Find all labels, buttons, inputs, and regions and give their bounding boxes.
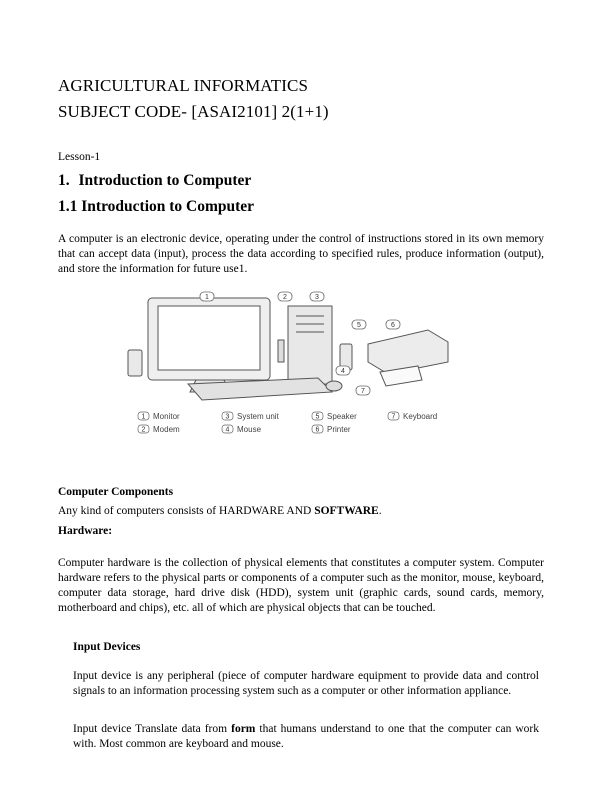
svg-text:3: 3 — [315, 294, 319, 301]
svg-text:2: 2 — [283, 294, 287, 301]
section-heading-1-1: 1.1 Introduction to Computer — [58, 198, 255, 215]
hardware-paragraph: Computer hardware is the collection of physical elements that constitutes a computer system. Computer hardware refers to the physical parts or components of a computer such as the monitor, mouse, keyboard, computer data storage, hard drive disk (HDD), system unit (graphic cards, sound cards, memory, motherboard and chips), etc. all of which are physical objects that can be touched. — [58, 557, 544, 614]
components-line: Any kind of computers consists of HARDWARE AND SOFTWARE. — [58, 505, 382, 517]
svg-text:7: 7 — [391, 413, 396, 421]
input-devices-paragraph-1: Input device is any peripheral (piece of computer hardware equipment to provide data and control signals to an information processing system such as a computer or other information appliance. — [73, 670, 539, 697]
section-title: Introduction to Computer — [78, 172, 252, 189]
callout-4 — [336, 366, 350, 375]
callout-7 — [356, 386, 370, 395]
svg-text:System unit: System unit — [237, 412, 279, 421]
legend-item-printer — [312, 425, 351, 434]
svg-text:4: 4 — [341, 368, 345, 375]
svg-text:Printer: Printer — [327, 425, 351, 434]
subject-code: SUBJECT CODE- [ASAI2101] 2(1+1) — [58, 102, 329, 121]
svg-text:Mouse: Mouse — [237, 425, 262, 434]
svg-text:Modem: Modem — [153, 425, 180, 434]
figure-legend — [138, 412, 437, 434]
svg-text:7: 7 — [361, 388, 365, 395]
svg-text:5: 5 — [357, 322, 361, 329]
section-number: 1. — [58, 172, 70, 189]
left-speaker-image — [128, 350, 142, 376]
svg-text:5: 5 — [315, 413, 320, 421]
computer-components-figure — [118, 288, 458, 438]
modem-image — [278, 340, 284, 362]
lesson-label: Lesson-1 — [58, 151, 101, 163]
section-heading-1 — [58, 172, 251, 190]
hardware-heading: Hardware: — [58, 525, 113, 537]
svg-text:Monitor: Monitor — [153, 412, 180, 421]
legend-item-monitor — [138, 412, 180, 421]
callout-6 — [386, 320, 400, 329]
svg-text:2: 2 — [141, 426, 146, 434]
legend-item-system-unit — [222, 412, 280, 421]
mouse-image — [326, 381, 342, 391]
input-devices-paragraph-2: Input device Translate data from form that humans understand to one that the computer can work with. Most common are keyboard and mouse. — [73, 723, 539, 750]
legend-item-modem — [138, 425, 180, 434]
callout-1 — [200, 292, 214, 301]
svg-text:1: 1 — [141, 413, 146, 421]
input-devices-heading: Input Devices — [73, 641, 141, 653]
svg-text:3: 3 — [225, 413, 230, 421]
svg-text:Keyboard: Keyboard — [403, 412, 438, 421]
system-unit-image — [288, 306, 332, 384]
legend-item-mouse — [222, 425, 262, 434]
svg-text:Speaker: Speaker — [327, 412, 357, 421]
svg-text:6: 6 — [315, 426, 320, 434]
legend-item-speaker — [312, 412, 357, 421]
callout-2 — [278, 292, 292, 301]
callout-3 — [310, 292, 324, 301]
svg-text:1: 1 — [205, 294, 209, 301]
legend-item-keyboard — [388, 412, 437, 421]
intro-paragraph: A computer is an electronic device, operating under the control of instructions stored in its own memory that can accept data (input), process the data according to specified rules, produce information (output), and store the information for future use1. — [58, 233, 544, 275]
svg-text:6: 6 — [391, 322, 395, 329]
callout-5 — [352, 320, 366, 329]
document-title: AGRICULTURAL INFORMATICS — [58, 76, 309, 95]
svg-text:4: 4 — [225, 426, 230, 434]
components-heading: Computer Components — [58, 486, 174, 498]
